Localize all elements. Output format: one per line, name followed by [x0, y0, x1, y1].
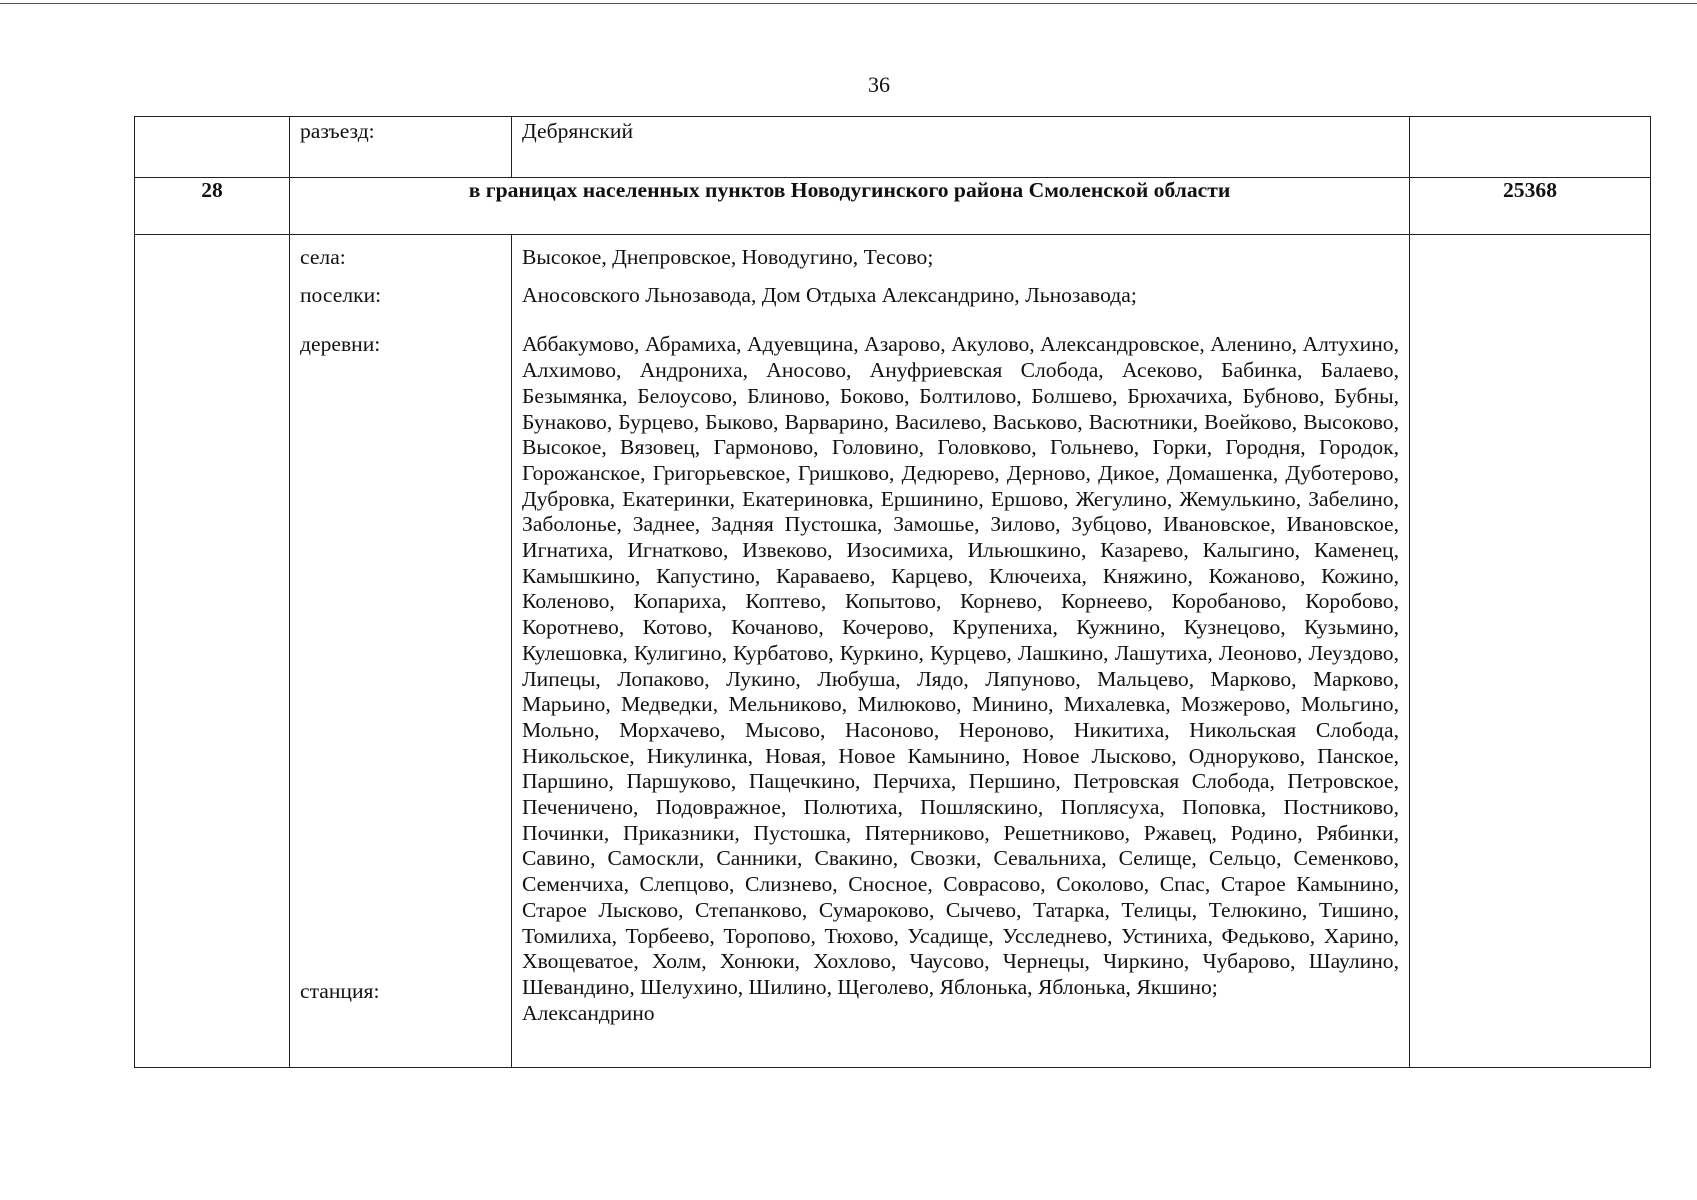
category-values-cell: [512, 235, 1410, 1068]
stanciya-value: Александрино: [522, 1000, 655, 1025]
category-labels-cell: [290, 235, 512, 1068]
stanciya-label: станция:: [300, 979, 380, 1004]
code-cell-empty: [1410, 117, 1651, 178]
number-cell-empty: [135, 235, 290, 1068]
code-cell-empty: [1410, 235, 1651, 1068]
poselki-label: поселки:: [300, 282, 382, 307]
section-title: в границах населенных пунктов Новодугинского района Смоленской области: [290, 178, 1410, 235]
sela-label: села:: [300, 245, 346, 269]
page-number: 36: [868, 72, 890, 97]
section-number: 28: [135, 178, 290, 235]
section-code: 25368: [1410, 178, 1651, 235]
table-row-section-header: [135, 178, 1651, 235]
poselki-value: Аносовского Льнозавода, Дом Отдыха Александрино, Льнозавода;: [522, 282, 1137, 307]
number-cell-empty: [135, 117, 290, 178]
settlements-table: [134, 116, 1651, 1068]
derevni-label: деревни:: [300, 332, 381, 357]
top-border-line: [0, 3, 1697, 4]
sela-value: Высокое, Днепровское, Новодугино, Тесово;: [522, 245, 934, 269]
table-row-settlements: [135, 235, 1651, 1068]
razezd-value: Дебрянский: [512, 117, 1410, 178]
razezd-label: разъезд:: [290, 117, 512, 178]
derevni-value: Аббакумово, Абрамиха, Адуевщина, Азарово, Акулово, Александровское, Аленино, Алтухино, Алхимово, Андрониха, Аносово, Ануфриевская Слобода, Асеково, Бабинка, Балаево, Безымянка, Белоусово, Блиново, Боково, Болтилово, Болшево, Брюхачиха, Бубново, Бубны, Бунаково, Бурцево, Быково, Варварино, Василево, Васьково, Васютники, Воейково, Высоково, Высокое, Вязовец, Гармоново, Головино, Головково, Гольнево, Горки, Городня, Городок, Горожанское, Григорьевское, Гришково, Дедюрево, Дерново, Дикое, Домашенка, Дуботерово, Дубровка, Екатеринки, Екатериновка, Ершинино, Ершово, Жегулино, Жемулькино, Забелино, Заболонье, Заднее, Задняя Пустошка, Замошье, Зилово, Зубцово, Ивановское, Ивановское, Игнатиха, Игнатково, Извеково, Изосимиха, Ильюшкино, Казарево, Калыгино, Каменец, Камышкино, Капустино, Караваево, Карцево, Ключеиха, Княжино, Кожаново, Кожино, Коленово, Копариха, Коптево, Копытово, Корнево, Корнеево, Коробаново, Коробово, Коротнево, Котово, Кочаново, Кочерово, Крупениха, Кужнино, Кузнецово, Кузьмино, Кулешовка, Кулигино, Курбатово, Куркино, Курцево, Лашкино, Лашутиха, Леоново, Леуздово, Липецы, Лопаково, Лукино, Любуша, Лядо, Ляпуново, Мальцево, Марково, Марково, Марьино, Медведки, Мельниково, Милюково, Минино, Михалевка, Мозжерово, Мольгино, Мольно, Морхачево, Мысово, Насоново, Нероново, Никитиха, Никольская Слобода, Никольское, Никулинка, Новая, Новое Камынино, Новое Лысково, Одноруково, Панское, Паршино, Паршуково, Пащечкино, Перчиха, Першино, Петровская Слобода, Петровское, Печеничено, Подовражное, Полютиха, Пошляскино, Поплясуха, Поповка, Постниково, Починки, Приказники, Пустошка, Пятерниково, Решетниково, Ржавец, Родино, Рябинки, Савино, Самоскли, Санники, Свакино, Свозки, Севальниха, Селище, Сельцо, Семенково, Семенчиха, Слепцово, Слизнево, Сносное, Соврасово, Соколово, Спас, Старое Камынино, Старое Лысково, Степанково, Сумароково, Сычево, Татарка, Телицы, Телюкино, Тишино, Томилиха, Торбеево, Торопово, Тюхово, Усадище, Усследнево, Устиниха, Федьково, Харино, Хвощеватое, Холм, Хонюки, Хохлово, Чаусово, Чернецы, Чиркино, Чубарово, Шаулино, Шевандино, Шелухино, Шилино, Щеголево, Яблонька, Яблонька, Якшино;: [522, 332, 1399, 999]
table-row-razezd: [135, 117, 1651, 178]
